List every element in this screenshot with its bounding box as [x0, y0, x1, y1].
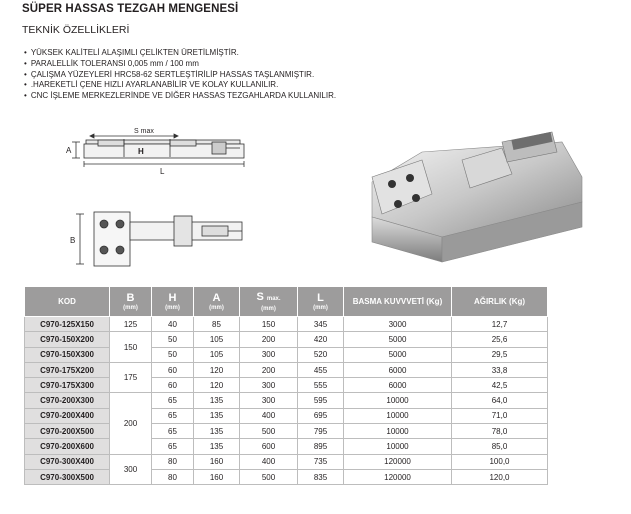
cell-force: 6000: [344, 362, 452, 377]
cell-h: 65: [152, 408, 194, 423]
cell-s: 150: [240, 317, 298, 332]
cell-force: 3000: [344, 317, 452, 332]
cell-b: 200: [110, 393, 152, 454]
cell-force: 10000: [344, 439, 452, 454]
cell-a: 105: [194, 347, 240, 362]
header-a: A (mm): [194, 287, 240, 317]
cell-h: 80: [152, 469, 194, 484]
cell-kod: C970-300X500: [25, 469, 110, 484]
cell-a: 135: [194, 424, 240, 439]
cell-kod: C970-200X300: [25, 393, 110, 408]
vise-product-image: [352, 122, 592, 272]
cell-l: 895: [298, 439, 344, 454]
cell-weight: 29,5: [452, 347, 548, 362]
cell-h: 50: [152, 347, 194, 362]
cell-weight: 25,6: [452, 332, 548, 347]
cell-kod: C970-200X500: [25, 424, 110, 439]
table-header-row: [25, 287, 548, 317]
header-h: H (mm): [152, 287, 194, 317]
cell-a: 120: [194, 362, 240, 377]
cell-force: 10000: [344, 408, 452, 423]
cell-a: 85: [194, 317, 240, 332]
cell-kod: C970-150X300: [25, 347, 110, 362]
cell-b: 125: [110, 317, 152, 332]
header-force: BASMA KUVVVETİ (Kg): [344, 287, 452, 317]
header-b: B (mm): [110, 287, 152, 317]
cell-force: 120000: [344, 454, 452, 469]
page-title: SÜPER HASSAS TEZGAH MENGENESİ: [22, 3, 239, 15]
feature-item: • ÇALIŞMA YÜZEYLERİ HRC58-62 SERTLEŞTİRİLİP HASSAS TAŞLANMIŞTIR.: [24, 70, 336, 81]
table-row: [25, 454, 548, 469]
cell-l: 595: [298, 393, 344, 408]
table-body: [25, 317, 548, 485]
cell-s: 300: [240, 378, 298, 393]
cell-h: 65: [152, 424, 194, 439]
cell-s: 300: [240, 347, 298, 362]
cell-weight: 120,0: [452, 469, 548, 484]
cell-weight: 12,7: [452, 317, 548, 332]
table-row: [25, 408, 548, 423]
table-row: [25, 469, 548, 484]
cell-l: 520: [298, 347, 344, 362]
feature-item: • CNC İŞLEME MERKEZLERİNDE VE DİĞER HASSAS TEZGAHLARDA KULLANILIR.: [24, 91, 336, 102]
cell-l: 795: [298, 424, 344, 439]
cell-force: 5000: [344, 347, 452, 362]
section-subtitle: TEKNİK ÖZELLİKLERİ: [22, 24, 130, 36]
cell-weight: 78,0: [452, 424, 548, 439]
cell-s: 600: [240, 439, 298, 454]
drawing-label-h: H: [138, 147, 144, 156]
cell-l: 735: [298, 454, 344, 469]
cell-a: 160: [194, 469, 240, 484]
cell-kod: C970-175X300: [25, 378, 110, 393]
cell-kod: C970-175X200: [25, 362, 110, 377]
cell-s: 200: [240, 362, 298, 377]
cell-a: 120: [194, 378, 240, 393]
cell-b: 150: [110, 332, 152, 363]
cell-b: 175: [110, 362, 152, 393]
cell-a: 135: [194, 393, 240, 408]
drawing-label-smax: S max: [134, 128, 154, 135]
cell-s: 500: [240, 469, 298, 484]
cell-l: 835: [298, 469, 344, 484]
header-kod: KOD: [25, 287, 110, 317]
cell-s: 500: [240, 424, 298, 439]
drawing-label-a: A: [66, 146, 72, 155]
cell-l: 695: [298, 408, 344, 423]
cell-h: 40: [152, 317, 194, 332]
top-view: [76, 212, 242, 266]
cell-l: 420: [298, 332, 344, 347]
table-row: [25, 393, 548, 408]
cell-force: 10000: [344, 393, 452, 408]
cell-h: 65: [152, 393, 194, 408]
cell-weight: 33,8: [452, 362, 548, 377]
table-row: [25, 332, 548, 347]
cell-h: 50: [152, 332, 194, 347]
cell-weight: 42,5: [452, 378, 548, 393]
cell-kod: C970-125X150: [25, 317, 110, 332]
cell-weight: 85,0: [452, 439, 548, 454]
header-l: L (mm): [298, 287, 344, 317]
cell-s: 400: [240, 454, 298, 469]
cell-kod: C970-200X600: [25, 439, 110, 454]
cell-s: 400: [240, 408, 298, 423]
cell-a: 135: [194, 439, 240, 454]
side-view: [72, 134, 244, 167]
cell-kod: C970-150X200: [25, 332, 110, 347]
drawing-label-b: B: [70, 236, 76, 245]
cell-s: 200: [240, 332, 298, 347]
cell-h: 60: [152, 378, 194, 393]
feature-list: [24, 48, 336, 102]
cell-weight: 100,0: [452, 454, 548, 469]
cell-l: 345: [298, 317, 344, 332]
feature-item: • YÜKSEK KALİTELİ ALAŞIMLI ÇELİKTEN ÜRETİLMİŞTİR.: [24, 48, 336, 59]
table-row: [25, 439, 548, 454]
cell-b: 300: [110, 454, 152, 485]
table-row: [25, 317, 548, 332]
cell-l: 455: [298, 362, 344, 377]
cell-a: 105: [194, 332, 240, 347]
feature-item: • PARALELLİK TOLERANSI 0,005 mm / 100 mm: [24, 59, 336, 70]
cell-force: 10000: [344, 424, 452, 439]
cell-weight: 64,0: [452, 393, 548, 408]
cell-force: 6000: [344, 378, 452, 393]
cell-kod: C970-300X400: [25, 454, 110, 469]
table-row: [25, 378, 548, 393]
cell-h: 60: [152, 362, 194, 377]
cell-h: 65: [152, 439, 194, 454]
cell-kod: C970-200X400: [25, 408, 110, 423]
header-weight: AĞIRLIK (Kg): [452, 287, 548, 317]
cell-weight: 71,0: [452, 408, 548, 423]
header-s: S max. (mm): [240, 287, 298, 317]
cell-force: 5000: [344, 332, 452, 347]
table-row: [25, 347, 548, 362]
cell-l: 555: [298, 378, 344, 393]
cell-a: 135: [194, 408, 240, 423]
table-row: [25, 424, 548, 439]
table-row: [25, 362, 548, 377]
cell-h: 80: [152, 454, 194, 469]
cell-s: 300: [240, 393, 298, 408]
drawing-label-l: L: [160, 167, 165, 176]
cell-a: 160: [194, 454, 240, 469]
feature-item: • .HAREKETLİ ÇENE HIZLI AYARLANABİLİR VE KOLAY KULLANILIR.: [24, 80, 336, 91]
spec-table: [24, 286, 548, 485]
technical-drawing: [62, 122, 252, 272]
cell-force: 120000: [344, 469, 452, 484]
